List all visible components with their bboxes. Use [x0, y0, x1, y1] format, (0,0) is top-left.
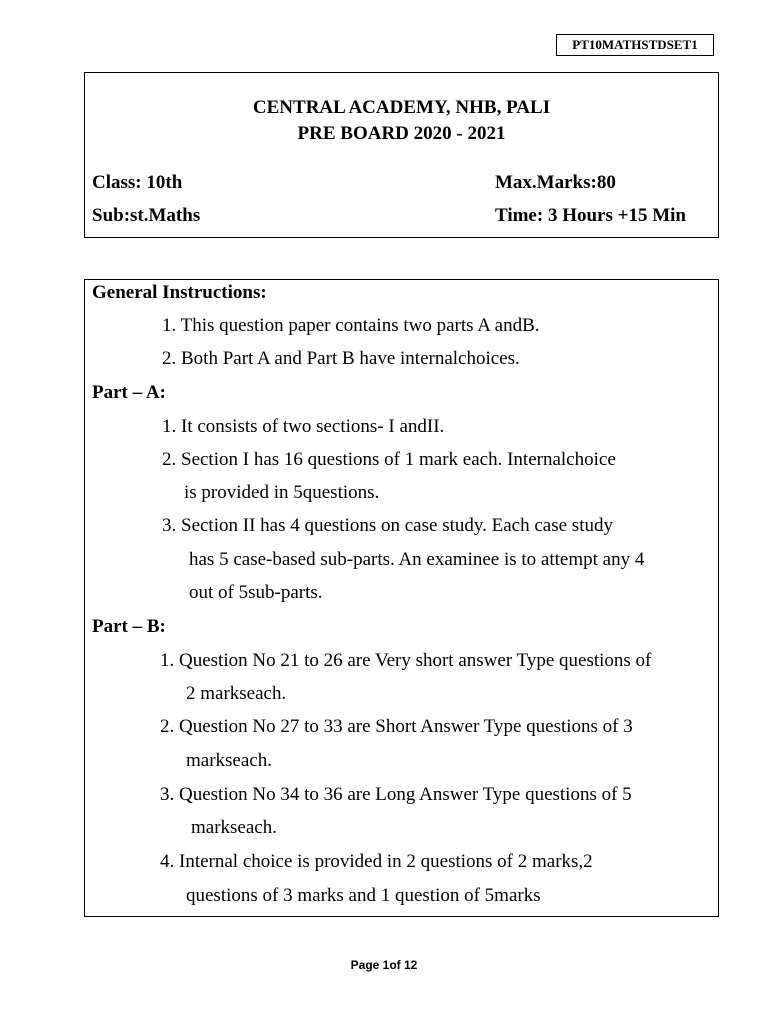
instruction-line: 1. It consists of two sections- I andII. — [162, 416, 445, 437]
instruction-line: 2 markseach. — [186, 683, 287, 704]
instruction-line: has 5 case-based sub-parts. An examinee is to attempt any 4 — [189, 549, 645, 570]
instruction-line: markseach. — [186, 750, 272, 771]
instruction-line: is provided in 5questions. — [184, 482, 380, 503]
instruction-line: 3. Section II has 4 questions on case study. Each case study — [162, 515, 613, 536]
instruction-line: 3. Question No 34 to 36 are Long Answer Type questions of 5 — [160, 784, 632, 805]
instruction-line: markseach. — [191, 817, 277, 838]
school-name: CENTRAL ACADEMY, NHB, PALI — [252, 97, 551, 118]
instruction-line: 1. Question No 21 to 26 are Very short answer Type questions of — [160, 650, 652, 671]
instruction-line: 2. Question No 27 to 33 are Short Answer Type questions of 3 — [160, 716, 633, 737]
exam-title: PRE BOARD 2020 - 2021 — [297, 123, 506, 144]
exam-header — [84, 72, 719, 238]
instructions-heading: General Instructions: — [92, 282, 267, 303]
instruction-line: 4. Internal choice is provided in 2 questions of 2 marks,2 — [160, 851, 593, 872]
max-marks-label: Max.Marks:80 — [495, 172, 616, 193]
instruction-line: 1. This question paper contains two parts A andB. — [162, 315, 540, 336]
subject-label: Sub:st.Maths — [92, 205, 201, 226]
instruction-line: out of 5sub-parts. — [189, 582, 323, 603]
instruction-line: questions of 3 marks and 1 question of 5marks — [186, 885, 541, 906]
part-a-heading: Part – A: — [92, 382, 166, 403]
class-label: Class: 10th — [92, 172, 183, 193]
page-number: Page 1of 12 — [350, 958, 418, 972]
document-code: PT10MATHSTDSET1 — [556, 34, 714, 56]
instruction-line: 2. Section I has 16 questions of 1 mark each. Internalchoice — [162, 449, 616, 470]
time-label: Time: 3 Hours +15 Min — [495, 205, 686, 226]
part-b-heading: Part – B: — [92, 616, 166, 637]
instructions-box — [84, 279, 719, 917]
instruction-line: 2. Both Part A and Part B have internalchoices. — [162, 348, 520, 369]
